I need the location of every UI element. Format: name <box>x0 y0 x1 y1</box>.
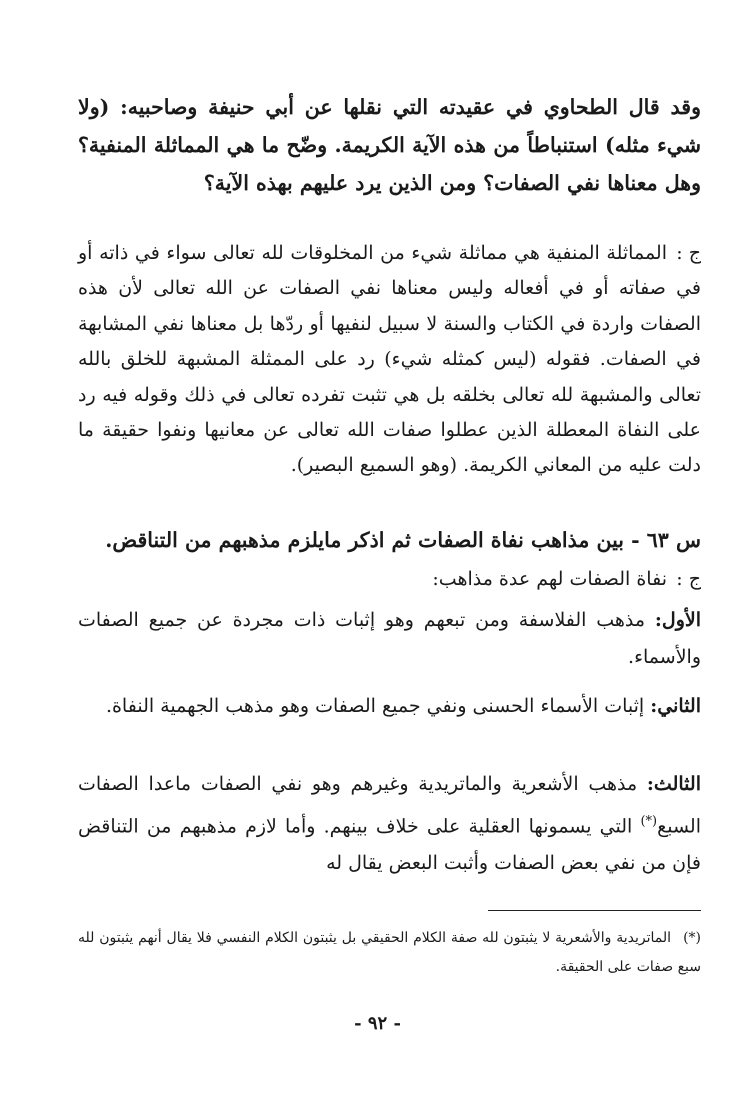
answer-62 <box>78 236 701 484</box>
answer-63-text: نفاة الصفات لهم عدة مذاهب: <box>432 568 667 590</box>
third-doctrine <box>78 766 701 882</box>
footnote <box>78 924 701 982</box>
second-doctrine-text: إثبات الأسماء الحسنى ونفي جميع الصفات وهو مذهب الجهمية النفاة. <box>105 695 645 717</box>
second-doctrine-heading: الثاني: <box>650 695 701 717</box>
question-62-text: وقد قال الطحاوي في عقيدته التي نقلها عن أبي حنيفة وصاحبيه: (ولا شيء مثله) استنباطاً من هذه الآية الكريمة. وضّح ما هي المماثلة المنفية؟ وهل معناها نفي الصفات؟ ومن الذين يرد عليهم بهذه الآية؟ <box>78 95 701 195</box>
answer-63-label: ج : <box>676 568 701 590</box>
footnote-reference: (*) <box>640 814 658 829</box>
page-number: - ٩٢ - <box>354 1013 401 1034</box>
question-63-text: س ٦٣ - بين مذاهب نفاة الصفات ثم اذكر مايلزم مذهبهم من التناقض. <box>105 528 701 552</box>
second-doctrine <box>78 688 701 725</box>
third-doctrine-heading: الثالث: <box>646 773 701 795</box>
answer-63 <box>78 562 701 597</box>
answer-62-text: المماثلة المنفية هي مماثلة شيء من المخلوقات لله تعالى سواء في ذاته أو في صفاته أو في أفعاله وليس معناها نفي الصفات عن الله تعالى لأن هذه الصفات واردة في الكتاب والسنة لا سبيل لنفيها أو ردّها بل معناها نفي المشابهة في الصفات. فقوله (ليس كمثله شيء) رد على الممثلة المشبهة للخلق بالله تعالى والمشبهة لله تعالى بخلقه بل هي تثبت تفرده تعالى في ذلك وقوله فيه رد على النفاة المعطلة الذين عطلوا صفات الله تعالى عن معانيها ونفوا حقيقة ما دلت عليه من المعاني الكريمة. (وهو السميع البصير). <box>78 242 701 477</box>
first-doctrine-text: مذهب الفلاسفة ومن تبعهم وهو إثبات ذات مجردة عن جميع الصفات والأسماء. <box>78 609 701 668</box>
question-63 <box>78 521 701 559</box>
third-doctrine-text-after: التي يسمونها العقلية على خلاف بينهم. وأما لازم مذهبهم من التناقض فإن من نفي بعض الصفات وأثبت البعض يقال له <box>78 815 701 875</box>
footnote-divider <box>488 910 701 911</box>
book-page <box>78 0 701 1105</box>
answer-62-label: ج : <box>676 242 701 264</box>
footnote-marker: (*) <box>683 930 701 946</box>
first-doctrine <box>78 602 701 676</box>
third-doctrine-text-before: مذهب الأشعرية والماتريدية وغيرهم وهو نفي الصفات ماعدا الصفات السبع <box>78 773 701 838</box>
first-doctrine-heading: الأول: <box>654 609 701 631</box>
footnote-text: الماتريدية والأشعرية لا يثبتون لله صفة الكلام الحقيقي بل يثبتون الكلام النفسي فلا يقال أنهم يثبتون لله سبع صفات على الحقيقة. <box>78 930 701 975</box>
question-62 <box>78 88 701 202</box>
